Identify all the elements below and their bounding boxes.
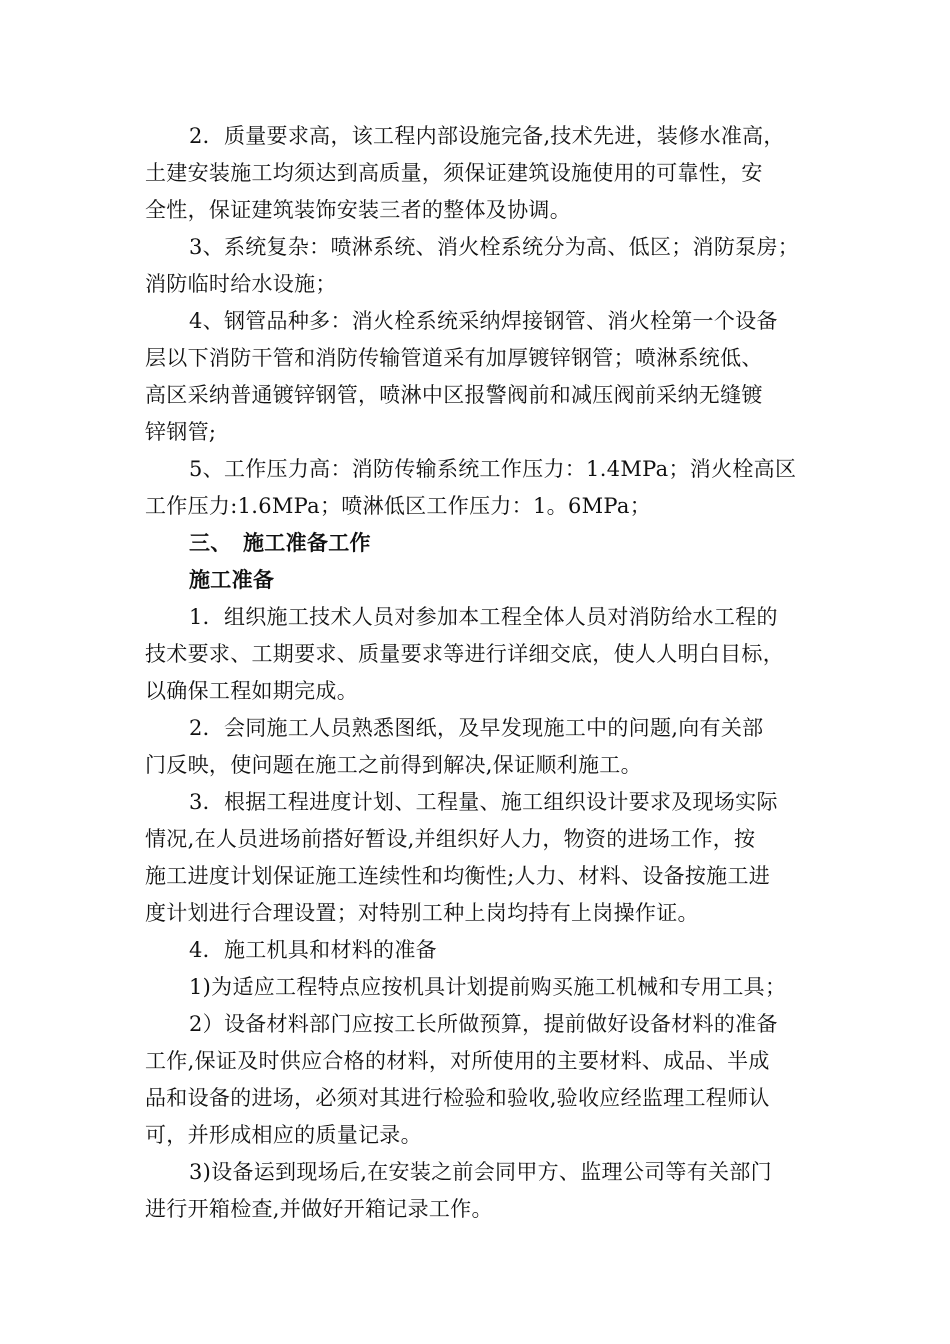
- text-line: 1．组织施工技术人员对参加本工程全体人员对消防给水工程的: [189, 605, 778, 629]
- text-line: 1)为适应工程特点应按机具计划提前购买施工机械和专用工具；: [189, 975, 787, 999]
- text-line: 工作压力:1.6MPa；喷淋低区工作压力：1。6MPa；: [145, 494, 652, 518]
- text-line: 可，并形成相应的质量记录。: [145, 1123, 422, 1147]
- text-line: 施工进度计划保证施工连续性和均衡性;人力、材料、设备按施工进: [145, 864, 771, 888]
- text-line: 2）设备材料部门应按工长所做预算，提前做好设备材料的准备: [189, 1012, 778, 1036]
- paragraph-tools-1: [145, 969, 835, 1006]
- text-line: 3．根据工程进度计划、工程量、施工组织设计要求及现场实际: [189, 790, 778, 814]
- text-line: 高区采纳普通镀锌钢管，喷淋中区报警阀前和减压阀前采纳无缝镀: [145, 383, 763, 407]
- section-title: 施工准备工作: [243, 531, 371, 555]
- text-line: 门反映，使问题在施工之前得到解决,保证顺利施工。: [145, 753, 642, 777]
- paragraph-organize: [145, 599, 835, 710]
- text-line: 4、钢管品种多：消火栓系统采纳焊接钢管、消火栓第一个设备: [189, 309, 778, 333]
- text-line: 5、工作压力高：消防传输系统工作压力：1.4MPa；消火栓高区: [189, 457, 797, 481]
- text-line: 2．质量要求高，该工程内部设施完备,技术先进，装修水准高，: [189, 124, 785, 148]
- paragraph-quality: [145, 118, 835, 229]
- document-page: [145, 118, 835, 1228]
- paragraph-tools-2: [145, 1006, 835, 1154]
- paragraph-system: [145, 229, 835, 303]
- text-line: 技术要求、工期要求、质量要求等进行详细交底，使人人明白目标，: [145, 642, 784, 666]
- paragraph-pressure: [145, 451, 835, 525]
- text-line: 3、系统复杂：喷淋系统、消火栓系统分为高、低区；消防泵房；: [189, 235, 800, 259]
- text-line: 4．施工机具和材料的准备: [189, 938, 437, 962]
- text-line: 情况,在人员进场前搭好暂设,并组织好人力，物资的进场工作，按: [145, 827, 756, 851]
- paragraph-tools: [145, 932, 835, 969]
- text-line: 度计划进行合理设置；对特别工种上岗均持有上岗操作证。: [145, 901, 699, 925]
- paragraph-schedule: [145, 784, 835, 932]
- text-line: 2．会同施工人员熟悉图纸，及早发现施工中的问题,向有关部: [189, 716, 764, 740]
- text-line: 工作,保证及时供应合格的材料，对所使用的主要材料、成品、半成: [145, 1049, 770, 1073]
- subheading: 施工准备: [189, 568, 275, 592]
- section-number: 三、: [189, 531, 232, 555]
- paragraph-tools-3: [145, 1154, 835, 1228]
- text-line: 层以下消防干管和消防传输管道采有加厚镀锌钢管；喷淋系统低、: [145, 346, 763, 370]
- paragraph-drawings: [145, 710, 835, 784]
- text-line: 土建安装施工均须达到高质量，须保证建筑设施使用的可靠性，安: [145, 161, 763, 185]
- text-line: 品和设备的进场，必须对其进行检验和验收,验收应经监理工程师认: [145, 1086, 770, 1110]
- text-line: 进行开箱检查,并做好开箱记录工作。: [145, 1197, 493, 1221]
- text-line: 以确保工程如期完成。: [145, 679, 358, 703]
- text-line: 锌钢管;: [145, 420, 217, 444]
- section-heading: [145, 525, 835, 562]
- text-line: 3)设备运到现场后,在安装之前会同甲方、监理公司等有关部门: [189, 1160, 772, 1184]
- text-line: 消防临时给水设施；: [145, 272, 337, 296]
- text-line: 全性，保证建筑装饰安装三者的整体及协调。: [145, 198, 571, 222]
- paragraph-pipes: [145, 303, 835, 451]
